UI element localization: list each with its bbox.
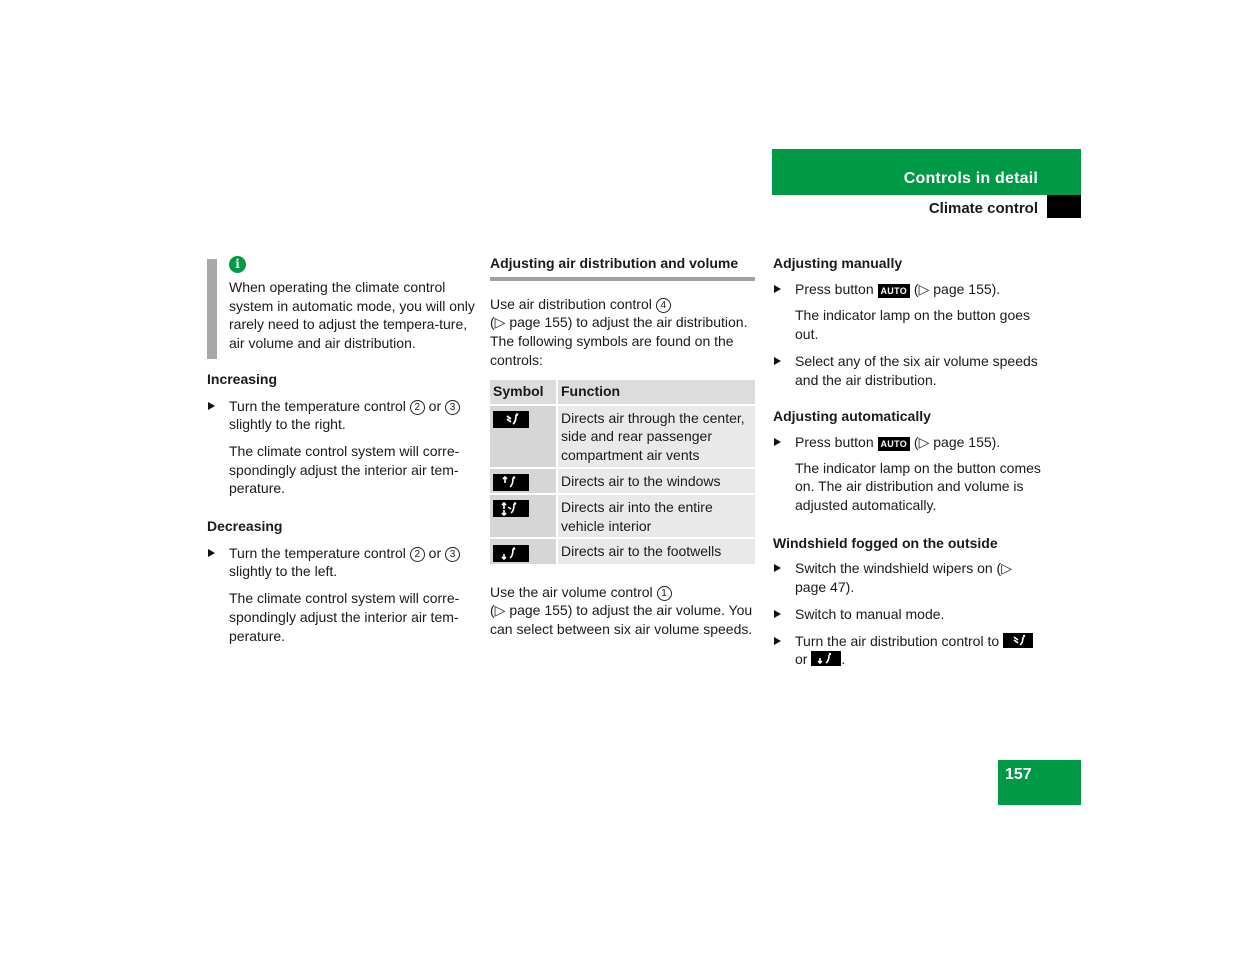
windows-icon [493,474,529,491]
column-middle [490,254,755,639]
control-number: 1 [657,586,672,601]
increasing-heading: Increasing [207,370,278,387]
automatic-step-1: Press button AUTO (▷ page 155). [773,433,1043,452]
manual-step-2: Select any of the six air volume speeds and the air distribution. [773,352,1043,389]
table-cell-function: Directs air into the entire vehicle interior [557,494,755,538]
table-header-row [490,380,755,405]
manual-step-1: Press button AUTO (▷ page 155). [773,280,1043,299]
subsection-title: Climate control [928,200,1038,217]
table-cell-function: Directs air through the center, side and rear passenger compartment air vents [557,405,755,468]
footwells-icon [811,651,841,666]
symbol-table [490,380,755,566]
bullet-arrow-icon [774,438,781,446]
center-vents-icon [493,411,529,428]
increasing-step: Turn the temperature control 2 or 3 slightly to the right. [207,397,477,434]
page-number: 157 [1005,766,1032,783]
section-header-bar [772,149,1081,195]
table-row [490,494,755,538]
bullet-arrow-icon [774,610,781,618]
table-row [490,538,755,564]
bullet-arrow-icon [774,637,781,645]
bullet-arrow-icon [208,549,215,557]
table-cell-function: Directs air to the footwells [557,538,755,564]
section-title: Controls in detail [903,170,1038,187]
table-header-function: Function [557,380,755,405]
column-right [773,254,1043,669]
bullet-arrow-icon [774,564,781,572]
control-number: 3 [445,400,460,415]
increasing-result: The climate control system will corre-spondingly adjust the interior air tem-perature. [229,442,460,497]
auto-button-icon: AUTO [878,284,911,298]
decreasing-result: The climate control system will corre-spondingly adjust the interior air tem-perature. [229,590,460,644]
entire-interior-icon [493,500,529,517]
column-left [207,254,477,645]
manual-heading: Adjusting manually [773,255,903,271]
table-cell-function: Directs air to the windows [557,468,755,494]
manual-result-1: The indicator lamp on the button goes out. [795,307,1031,343]
air-distribution-intro: Use air distribution control 4 (▷ page 155) to adjust the air distribution. The following symbols are found on the controls: [490,295,748,368]
windshield-heading: Windshield fogged on the outside [773,534,998,551]
auto-button-icon: AUTO [878,437,911,451]
table-header-symbol: Symbol [490,380,557,405]
bullet-arrow-icon [208,402,215,410]
control-number: 2 [410,400,425,415]
windshield-step-3: Turn the air distribution control to or . [773,632,1043,669]
subsection-title-bar [772,195,1047,218]
page-number-box [998,760,1081,805]
table-row [490,468,755,494]
air-distribution-heading: Adjusting air distribution and volume [490,254,755,281]
header-marker [1047,195,1081,218]
bullet-arrow-icon [774,285,781,293]
info-note [207,256,477,353]
note-text: When operating the climate control system in automatic mode, you will only rarely need to adjust the tempera-ture, air volume and air distribution. [229,279,475,352]
note-bar [207,259,217,359]
automatic-result-1: The indicator lamp on the button comes on. The air distribution and volume is adjusted automatically. [795,459,1041,514]
bullet-arrow-icon [774,357,781,365]
center-vents-icon [1003,633,1033,648]
decreasing-heading: Decreasing [207,518,283,535]
control-number: 4 [656,298,671,313]
automatic-heading: Adjusting automatically [773,408,931,425]
info-icon: i [229,256,246,273]
control-number: 2 [410,547,425,562]
windshield-step-1: Switch the windshield wipers on (▷ page 47). [773,559,1043,596]
control-number: 3 [445,547,460,562]
windshield-step-2: Switch to manual mode. [773,605,1043,624]
table-row [490,405,755,468]
air-volume-text: Use the air volume control 1 (▷ page 155) to adjust the air volume. You can select between six air volume speeds. [490,583,753,638]
decreasing-step: Turn the temperature control 2 or 3 slightly to the left. [207,544,477,581]
footwells-icon [493,545,529,562]
